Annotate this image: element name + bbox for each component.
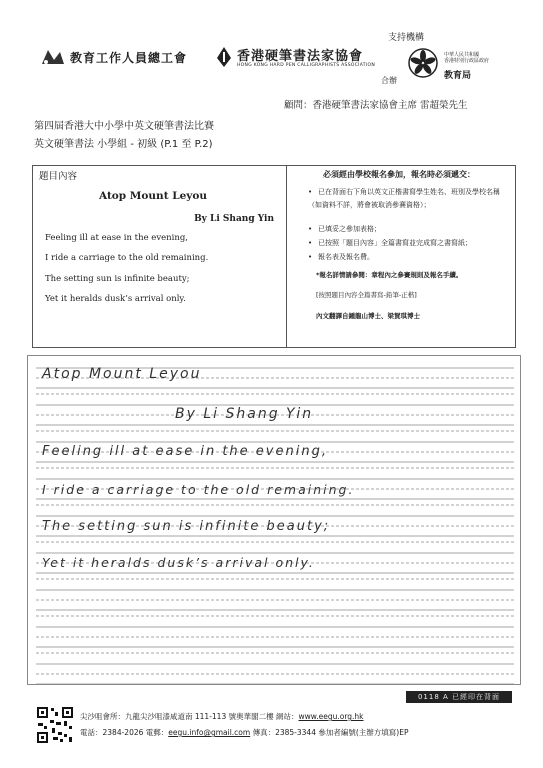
competition-subtitle: 英文硬筆書法 小學組 - 初級 (P.1 至 P.2)	[34, 139, 213, 150]
handwritten-line: By Li Shang Yin	[175, 406, 314, 422]
poem-line: The setting sun is infinite beauty;	[45, 274, 190, 284]
gov-line2: 香港特別行政區政府	[444, 58, 490, 64]
hk-assoc-name-en: HONG KONG HARD PEN CALLIGRAPHISTS ASSOCIATION	[237, 63, 375, 68]
rule-item: • 已在背面右下角以英文正楷書寫學生姓名、班別及學校名稱（如資料不詳，將會被取消參賽資格）；	[308, 188, 500, 209]
edu-union-logo	[40, 44, 210, 70]
edu-union-name: 教育工作人員總工會	[70, 50, 188, 65]
content-label: 題目內容	[39, 171, 78, 182]
poem-line: Feeling ill at ease in the evening,	[45, 233, 188, 243]
footer-address: 尖沙咀會所：九龍尖沙咀漆咸道南 111-113 號奧華閣二樓 網站：www.eegu.org.hk	[80, 712, 364, 721]
hk-assoc-name-cn: 香港硬筆書法家協會	[237, 49, 364, 64]
handwritten-line: Yet it heralds dusk’s arrival only.	[42, 555, 315, 570]
edb-logo	[408, 48, 518, 82]
rule-item: • 已按照「題目內容」全篇書寫並完成寫之書寫紙；	[308, 239, 472, 247]
coorganizer-label: 合辦	[381, 76, 397, 85]
poem-line: Yet it heralds dusk’s arrival only.	[45, 294, 186, 304]
rule-item: • 報名表及報名費。	[308, 253, 374, 261]
box-divider	[286, 166, 287, 347]
email-link[interactable]: eegu.info@gmail.com	[168, 728, 251, 737]
rule-item: • 已填妥之參加表格；	[308, 225, 381, 233]
qr-code-icon	[36, 706, 74, 744]
handwritten-line: I ride a carriage to the old remaining.	[42, 482, 355, 497]
reference-stamp: 0118 A 已經印在背面	[406, 691, 512, 703]
poem-line: I ride a carriage to the old remaining.	[45, 253, 209, 263]
writing-paper	[27, 355, 521, 685]
support-label: 支持機構	[388, 33, 425, 43]
pen-nib-icon	[215, 46, 233, 68]
gov-line1: 中華人民共和國	[444, 52, 480, 58]
footer-contact: 電話：2384-2026 電郵：eegu.info@gmail.com 傳真：2385-3344 參加者編號(主辦方填寫)EP	[80, 728, 409, 737]
note-translation: 內文翻譯自鍾龍山博士、梁賀琪博士	[316, 312, 420, 320]
website-link[interactable]: www.eegu.org.hk	[298, 712, 364, 721]
handwritten-line: Feeling ill at ease in the evening,	[42, 444, 328, 459]
advisor-line: 顧問：香港硬筆書法家協會主席 雷超榮先生	[284, 100, 468, 111]
competition-title: 第四屆香港大中小學中英文硬筆書法比賽	[34, 121, 214, 132]
note-instruction: [按照題目內容全篇書寫-鉛筆-正楷]	[316, 291, 417, 299]
rules-heading: 必須經由學校報名參加，報名時必須遞交：	[323, 170, 475, 179]
gov-bureau: 教育局	[444, 71, 472, 81]
poem-author: By Li Shang Yin	[194, 214, 274, 224]
handwritten-line: The setting sun is infinite beauty;	[42, 519, 331, 534]
edu-union-emblem-icon	[40, 48, 66, 66]
content-box	[32, 165, 516, 348]
handwritten-line: Atop Mount Leyou	[42, 366, 202, 382]
hk-assoc-logo	[215, 44, 385, 74]
bauhinia-icon	[408, 48, 438, 78]
poem-title: Atop Mount Leyou	[98, 190, 207, 202]
note-registration: *報名詳情請參閱：章程內之參賽規則及報名手續。	[316, 271, 463, 279]
